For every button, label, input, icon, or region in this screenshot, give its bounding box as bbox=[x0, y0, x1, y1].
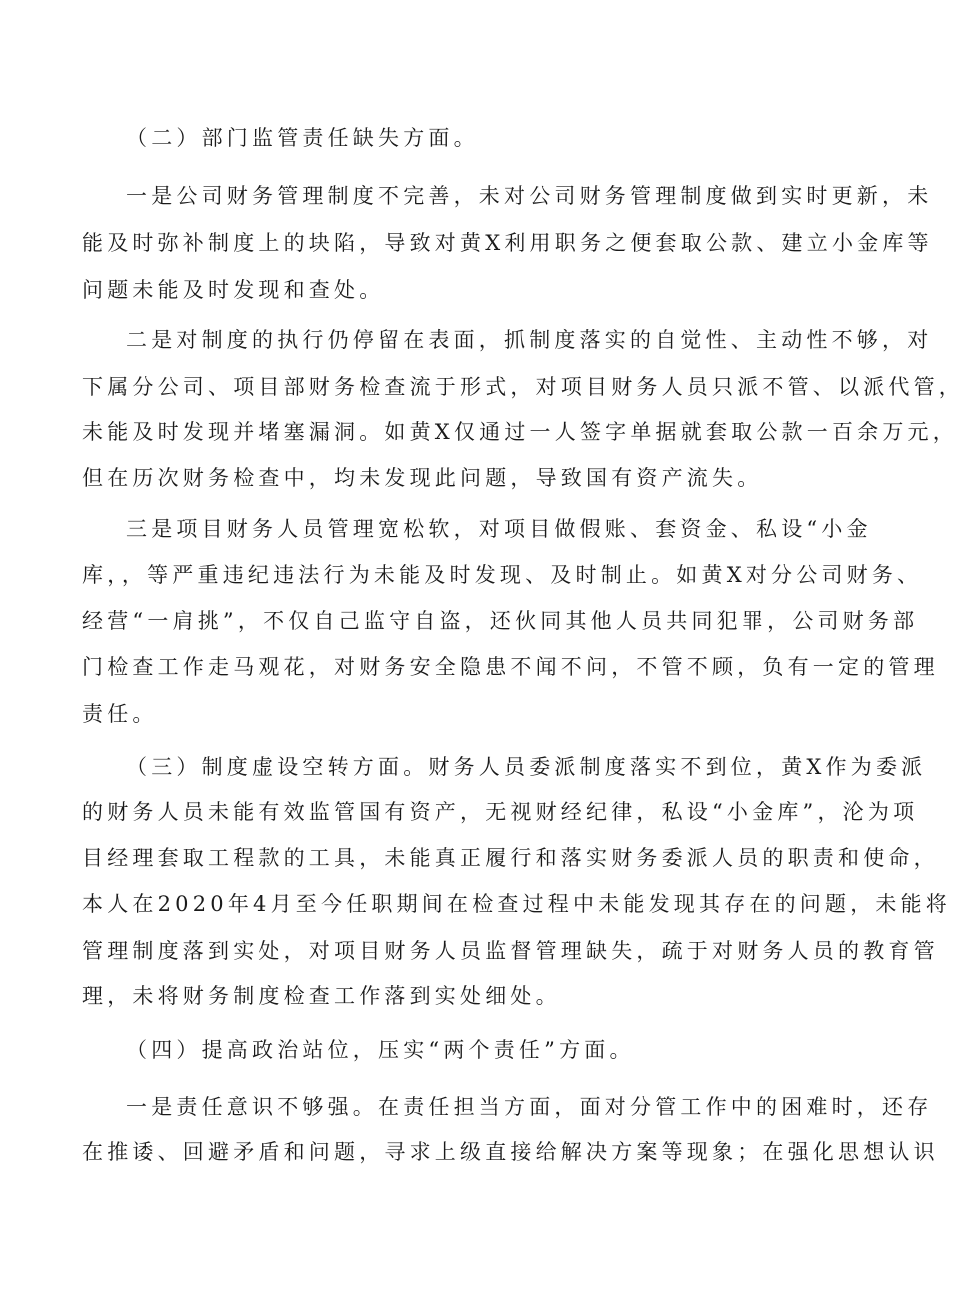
section-heading-3: （三）制度虚设空转方面。财务人员委派制度落实不到位，黄X作为委派 bbox=[126, 755, 927, 779]
section-heading-4: （四）提高政治站位，压实“两个责任”方面。 bbox=[126, 1038, 635, 1062]
paragraph-line: 三是项目财务人员管理宽松软，对项目做假账、套资金、私设“小金 bbox=[126, 517, 872, 541]
paragraph-line: 但在历次财务检查中，均未发现此问题，导致国有资产流失。 bbox=[82, 466, 763, 490]
paragraph-line: 未能及时发现并堵塞漏洞。如黄X仅通过一人签字单据就套取公款一百余万元， bbox=[82, 420, 958, 444]
paragraph-line: 责任。 bbox=[82, 702, 158, 726]
paragraph-line: 的财务人员未能有效监管国有资产，无视财经纪律，私设“小金库”，沦为项 bbox=[82, 800, 919, 824]
paragraph-line: 在推诿、回避矛盾和问题，寻求上级直接给解决方案等现象；在强化思想认识 bbox=[82, 1140, 939, 1164]
paragraph-line: 一是公司财务管理制度不完善，未对公司财务管理制度做到实时更新，未 bbox=[126, 184, 933, 208]
paragraph-line: 一是责任意识不够强。在责任担当方面，面对分管工作中的困难时，还存 bbox=[126, 1095, 933, 1119]
paragraph-line: 库，，等严重违纪违法行为未能及时发现、及时制止。如黄X对分公司财务、 bbox=[82, 563, 923, 587]
paragraph-line: 问题未能及时发现和查处。 bbox=[82, 278, 385, 302]
paragraph-line: 目经理套取工程款的工具，未能真正履行和落实财务委派人员的职责和使命， bbox=[82, 846, 939, 870]
paragraph-line: 理，未将财务制度检查工作落到实处细处。 bbox=[82, 984, 561, 1008]
paragraph-line: 二是对制度的执行仍停留在表面，抓制度落实的自觉性、主动性不够，对 bbox=[126, 328, 933, 352]
paragraph-line: 门检查工作走马观花，对财务安全隐患不闻不问，不管不顾，负有一定的管理 bbox=[82, 655, 939, 679]
paragraph-line: 管理制度落到实处，对项目财务人员监督管理缺失，疏于对财务人员的教育管 bbox=[82, 939, 939, 963]
paragraph-line: 能及时弥补制度上的块陷，导致对黄X利用职务之便套取公款、建立小金库等 bbox=[82, 231, 933, 255]
section-heading-2: （二）部门监管责任缺失方面。 bbox=[126, 126, 479, 150]
paragraph-line: 经营“一肩挑”，不仅自己监守自盗，还伙同其他人员共同犯罪，公司财务部 bbox=[82, 609, 919, 633]
paragraph-line: 下属分公司、项目部财务检查流于形式，对项目财务人员只派不管、以派代管， bbox=[82, 375, 964, 399]
paragraph-line: 本人在2020年4月至今任职期间在检查过程中未能发现其存在的问题，未能将 bbox=[82, 892, 952, 916]
